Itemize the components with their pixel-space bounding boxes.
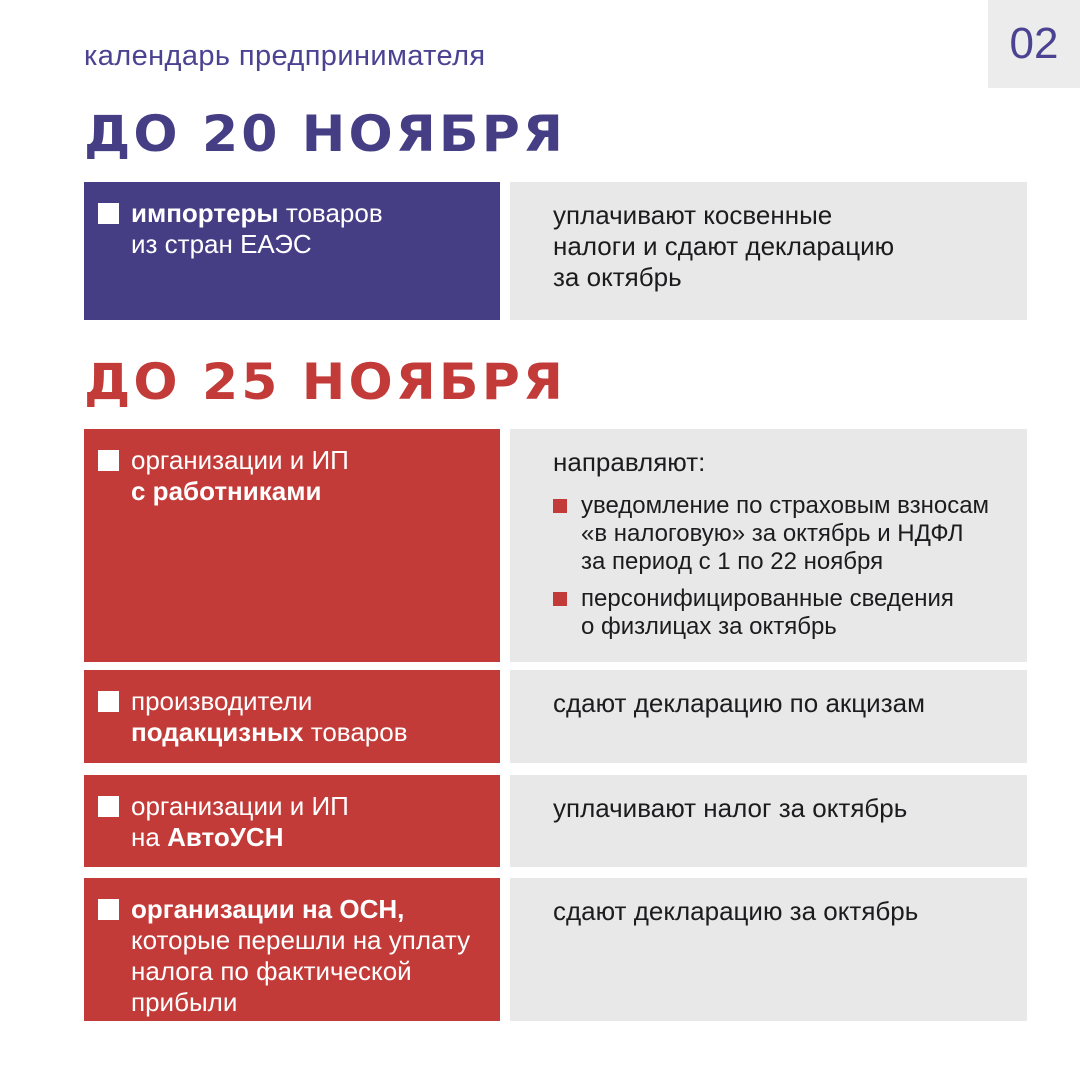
bullet-line: персонифицированные сведения	[581, 585, 954, 612]
who-line: налога по фактической	[131, 956, 412, 986]
what-card-autousn	[510, 775, 1027, 867]
bullet-square-icon	[98, 796, 119, 817]
who-line: прибыли	[131, 987, 238, 1017]
what-line: налоги и сдают декларацию	[553, 231, 895, 261]
page-title: календарь предпринимателя	[84, 40, 486, 72]
what-card-excise-producers	[510, 670, 1027, 763]
bullet-line: уведомление по страховым взносам	[581, 492, 990, 519]
bullet-line: за период с 1 по 22 ноября	[581, 548, 884, 575]
who-line: из стран ЕАЭС	[131, 229, 312, 259]
bullet-square-icon	[98, 899, 119, 920]
who-card-autousn	[84, 775, 500, 867]
what-card-importers	[510, 182, 1027, 320]
who-line: которые перешли на уплату	[131, 925, 471, 955]
who-line: организации и ИП	[131, 791, 349, 821]
list-item	[553, 492, 999, 576]
bullet-square-icon	[553, 592, 567, 606]
bullet-square-icon	[98, 203, 119, 224]
what-text: сдают декларацию за октябрь	[553, 896, 919, 926]
who-line: импортеры товаров	[131, 198, 383, 228]
who-card-importers	[84, 182, 500, 320]
bullet-line: «в налоговую» за октябрь и НДФЛ	[581, 520, 964, 547]
who-text	[131, 791, 349, 853]
who-card-osn	[84, 878, 500, 1021]
calendar-row	[84, 429, 1027, 662]
what-text: уплачивают налог за октябрь	[553, 793, 908, 823]
calendar-row	[84, 182, 1027, 320]
what-line: за октябрь	[553, 262, 682, 292]
page-number: 02	[1009, 19, 1059, 68]
bullet-square-icon	[553, 499, 567, 513]
what-text: сдают декларацию по акцизам	[553, 688, 925, 718]
who-line: на АвтоУСН	[131, 822, 284, 852]
who-text	[131, 686, 408, 748]
who-line: производители	[131, 686, 313, 716]
list-item	[553, 585, 999, 641]
who-text	[131, 445, 349, 507]
calendar-row	[84, 878, 1027, 1021]
who-text	[131, 198, 383, 260]
what-card-osn	[510, 878, 1027, 1021]
who-card-employers	[84, 429, 500, 662]
bullet-line: о физлицах за октябрь	[581, 613, 837, 640]
what-text	[553, 200, 999, 293]
who-line: организации на ОСН,	[131, 894, 405, 924]
bullet-square-icon	[98, 691, 119, 712]
what-intro: направляют:	[553, 447, 706, 477]
who-text	[131, 894, 470, 1018]
bullet-text	[581, 492, 989, 576]
calendar-row	[84, 775, 1027, 867]
calendar-row	[84, 670, 1027, 763]
section-heading-nov25: ДО 25 НОЯБРЯ	[84, 353, 567, 411]
section-heading-nov20: ДО 20 НОЯБРЯ	[84, 105, 567, 163]
who-line: с работниками	[131, 476, 322, 506]
who-card-excise-producers	[84, 670, 500, 763]
who-line: подакцизных товаров	[131, 717, 408, 747]
what-line: уплачивают косвенные	[553, 200, 833, 230]
page-number-badge	[988, 0, 1080, 88]
what-bullet-list	[553, 492, 999, 641]
bullet-square-icon	[98, 450, 119, 471]
who-line: организации и ИП	[131, 445, 349, 475]
bullet-text	[581, 585, 954, 641]
what-card-employers	[510, 429, 1027, 662]
